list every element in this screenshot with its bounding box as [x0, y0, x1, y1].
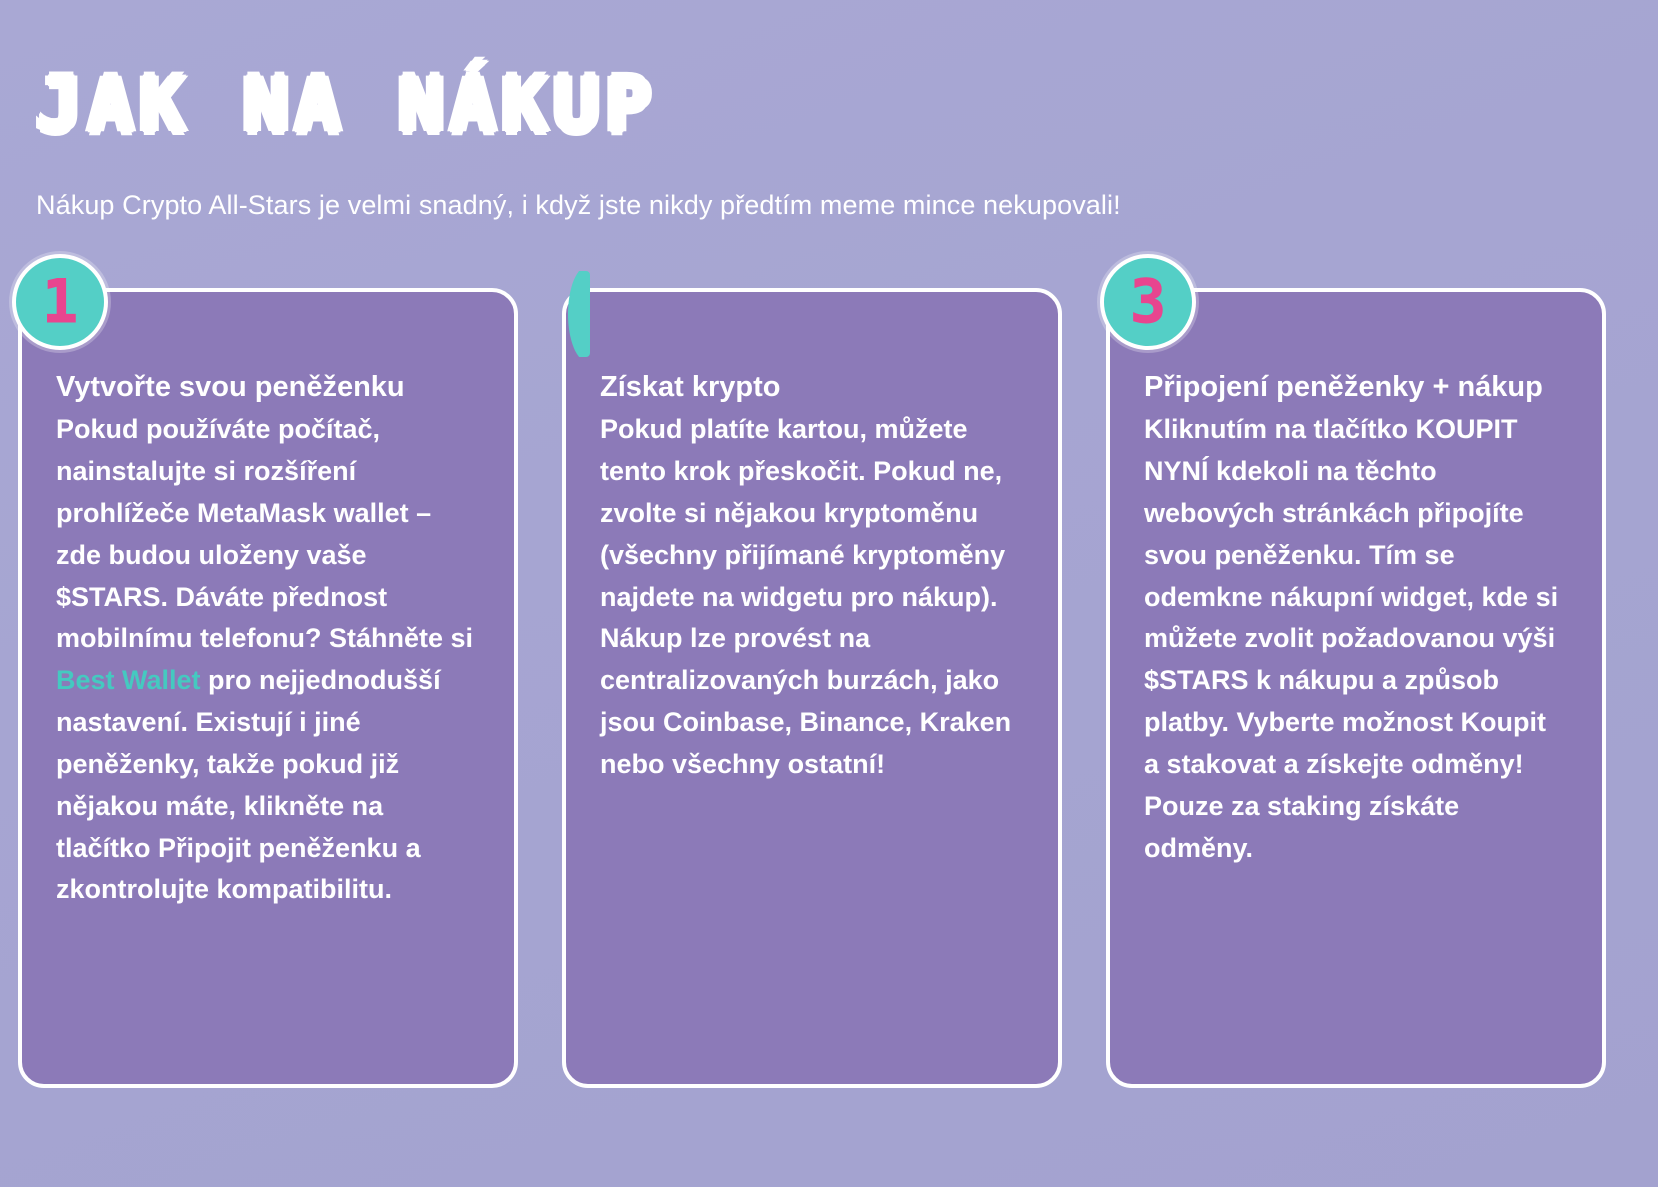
best-wallet-link[interactable]: Best Wallet — [56, 665, 201, 696]
step-title-1: Vytvořte svou peněženku — [56, 371, 405, 403]
step-text-1 — [56, 409, 480, 911]
step-card-3 — [1106, 267, 1606, 1088]
step-title-2: Získat krypto — [600, 371, 781, 403]
step-card-body-3 — [1106, 288, 1606, 1088]
step-number-3: 3 — [1129, 267, 1167, 337]
step-badge-1 — [12, 254, 108, 350]
page-subtitle: Nákup Crypto All-Stars je velmi snadný, i když jste nikdy předtím meme mince nekupovali! — [36, 190, 1121, 220]
step-text-3: Kliknutím na tlačítko KOUPIT NYNÍ kdekoli na těchto webových stránkách připojíte svou peněženku. Tím se odemkne nákupní widget, kde si můžete zvolit požadovanou výši $STARS k nákupu a způsob platby. Vyberte možnost Koupit a stakovat a získejte odměny! Pouze za staking získáte odměny. — [1144, 414, 1559, 863]
step-card-body-2 — [562, 288, 1062, 1088]
step-card-body-1 — [18, 288, 518, 1088]
step-badge-3 — [1100, 254, 1196, 350]
step-badge-2 — [568, 266, 608, 362]
step-text-1-part1: Pokud používáte počítač, nainstalujte si rozšíření prohlížeče MetaMask wallet – zde budou uloženy vaše $STARS. Dáváte přednost mobilnímu telefonu? Stáhněte si — [56, 414, 474, 654]
step-card-2 — [562, 288, 1062, 1088]
steps-container — [18, 267, 1640, 1088]
step-card-1 — [18, 267, 518, 1088]
step-text-2: Pokud platíte kartou, můžete tento krok přeskočit. Pokud ne, zvolte si nějakou kryptoměnu (všechny přijímané kryptoměny najdete na widgetu pro nákup). Nákup lze provést na centralizovaných burzách, jako jsou Coinbase, Binance, Kraken nebo všechny ostatní! — [600, 414, 1012, 779]
step-title-3: Připojení peněženky + nákup — [1144, 371, 1543, 403]
step-number-1: 1 — [41, 267, 79, 337]
step-text-1-part2: pro nejjednodušší nastavení. Existují i jiné peněženky, takže pokud již nějakou máte, klikněte na tlačítko Připojit peněženku a zkontrolujte kompatibilitu. — [56, 665, 441, 905]
page-title: JAK NA NÁKUP — [36, 59, 658, 149]
